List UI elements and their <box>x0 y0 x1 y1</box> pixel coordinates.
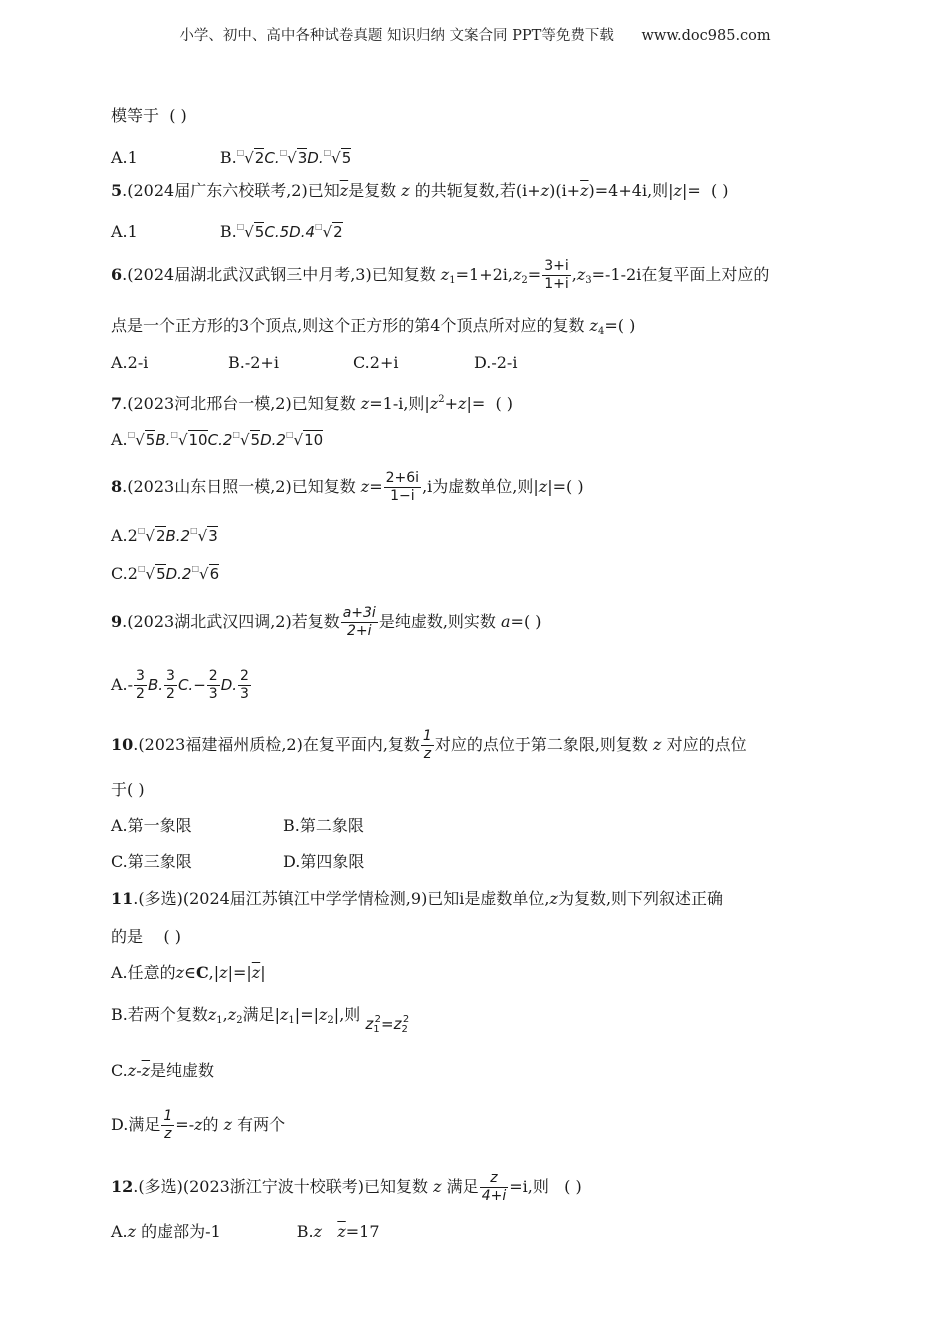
question-10: 10.(2023福建福州质检,2)在复平面内,复数 $\frac{1}{z}$ 对应的点位于第二象限,则复数 z 对应的点位 <box>111 728 747 762</box>
q4-option-a: A.1 <box>111 148 138 167</box>
question-7: 7.(2023河北邢台一模,2)已知复数 z=1-i,则$|z^2+z|=$ ( ) <box>111 394 514 413</box>
q4-option-d: D. <box>307 149 324 167</box>
q6-options: A.2-i B.-2+i C.2+i D.-2-i <box>111 353 518 372</box>
q6-line2: 点是一个正方形的3个顶点,则这个正方形的第4个顶点所对应的复数 $z_4=$( ) <box>111 316 636 337</box>
q7-options: A.□√5B.□√10C.2□√5D.2□√10 <box>111 430 324 449</box>
q4-option-b: B.□√2 <box>219 148 265 167</box>
question-6: 6.(2024届湖北武汉武钢三中月考,3)已知复数 $z_1=1+2i,z_2=$ $\frac{3+i}{1+i}$ $,z_3=-1-2i$在复平面上对应的 <box>111 258 770 292</box>
q11-option-a: A.任意的$z\in C,|z|=|\overline{z}|$ <box>111 963 266 982</box>
q6-fraction: $\frac{3+i}{1+i}$ <box>544 258 569 292</box>
q10-options-ab: A.第一象限 B.第二象限 <box>111 816 364 835</box>
q8-fraction: $\frac{2+6i}{1-i}$ <box>385 470 420 504</box>
q4-options: A.1 B.□√2C.□√3D.□√5 <box>111 148 352 167</box>
q11-b-equation: $z_1^2=z_2^2$ <box>365 1014 410 1035</box>
question-11: 11.(多选)(2024届江苏镇江中学学情检测,9)已知i是虚数单位,z为复数,则下列叙述正确 <box>111 889 724 908</box>
question-8: 8.(2023山东日照一模,2)已知复数 z= $\frac{2+6i}{1-i}$ ,i为虚数单位,则|z|=( ) <box>111 470 584 504</box>
q9-fraction: $\frac{a+3i}{2+i}$ <box>342 605 376 639</box>
q4-stem-tail: 模等于 ( ) <box>111 106 187 125</box>
q10-line2: 于( ) <box>111 780 145 799</box>
q9-options: A.- $\frac{3}{2}$ B. $\frac{3}{2}$ C.− $\frac{2}{3}$ D. $\frac{2}{3}$ <box>111 668 249 702</box>
q10-options-cd: C.第三象限 D.第四象限 <box>111 852 365 871</box>
q11-line2: 的是 ( ) <box>111 927 181 946</box>
q11-option-d: D.满足 $\frac{1}{z}$ =-z的 z 有两个 <box>111 1108 286 1142</box>
page-header: 小学、初中、高中各种试卷真题 知识归纳 文案合同 PPT等免费下载 www.doc985.com <box>179 28 771 44</box>
question-5: 5.(2024届广东六校联考,2)已知$\overline{z}$是复数 z 的共轭复数,若$(i+z)(i+\overline{z})=4+4i$,则|z|= ( ) <box>111 181 729 200</box>
q8-options-ab: A.2□√2B.2□√3 <box>111 526 218 545</box>
q11-option-b: B.若两个复数$z_1,z_2$满足$|z_1|=|z_2|$,则 $z_1^2=z_2^2$ <box>111 1005 410 1035</box>
q5-options: A.1 B.□√5C.5D.4□√2 <box>111 222 343 241</box>
question-9: 9.(2023湖北武汉四调,2)若复数 $\frac{a+3i}{2+i}$ 是纯虚数,则实数 a=( ) <box>111 605 542 639</box>
question-12: 12.(多选)(2023浙江宁波十校联考)已知复数 z 满足 $\frac{z}{4+i}$ =i,则 ( ) <box>111 1170 582 1204</box>
q8-options-cd: C.2□√5D.2□√6 <box>111 564 220 583</box>
q4-option-c: C. <box>264 149 280 167</box>
q11-option-c: $C.z-\overline{z}$是纯虚数 <box>111 1061 215 1080</box>
q12-options: A.z 的虚部为-1 B.z $\overline{z}=17$ <box>111 1222 380 1241</box>
